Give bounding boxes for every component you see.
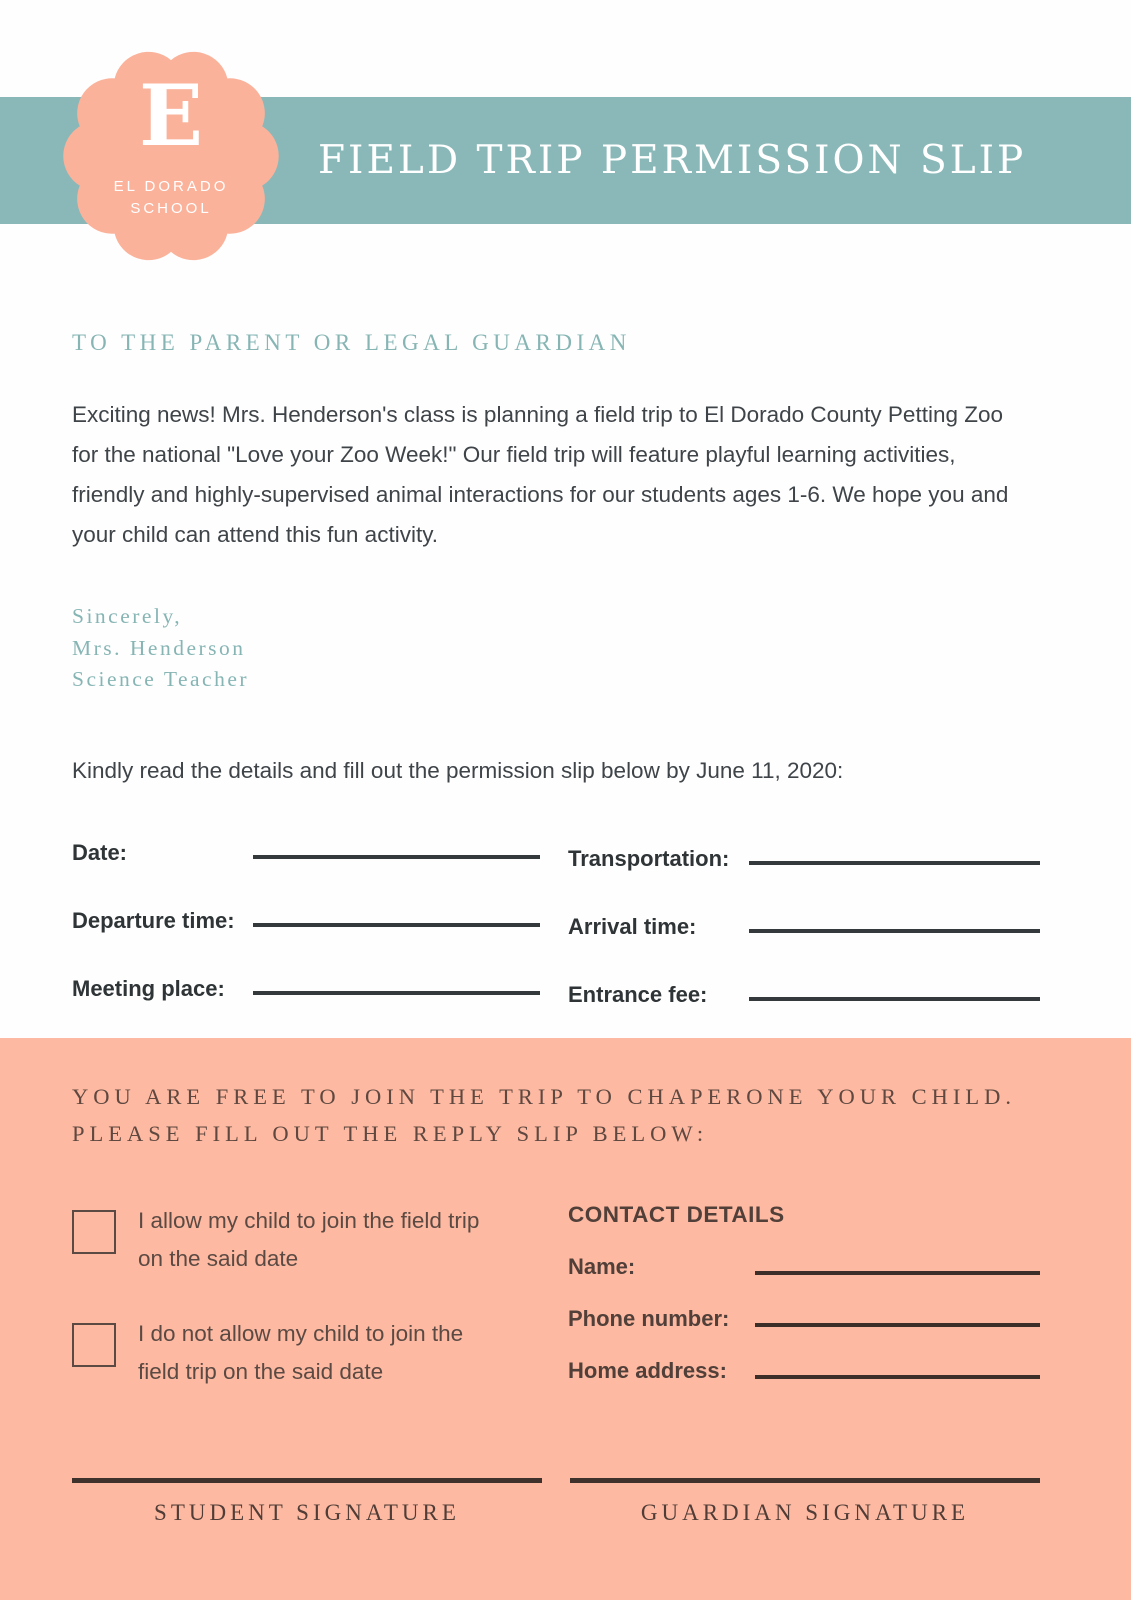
entrance-fee-blank-line[interactable] (749, 997, 1040, 1001)
reply-heading-line1: YOU ARE FREE TO JOIN THE TRIP TO CHAPERONE YOUR CHILD. (72, 1084, 1017, 1109)
school-logo-badge (62, 47, 280, 265)
entrance-fee-label: Entrance fee: (568, 981, 708, 1007)
not-allow-option-label: I do not allow my child to join the field trip on the said date (138, 1321, 464, 1384)
arrival-time-label: Arrival time: (568, 913, 697, 939)
option-allow (72, 1202, 568, 1278)
letter-section (0, 224, 1131, 1038)
transportation-blank-line[interactable] (749, 861, 1040, 865)
departure-time-blank-line[interactable] (253, 923, 540, 927)
not-allow-checkbox[interactable] (72, 1323, 116, 1367)
home-address-label: Home address: (568, 1358, 727, 1383)
field-row-arrival-time (568, 912, 1040, 940)
phone-number-label: Phone number: (568, 1306, 730, 1331)
allow-option-label: I allow my child to join the field trip on the said date (138, 1208, 480, 1271)
instruction-text: Kindly read the details and fill out the permission slip below by June 11, 2020: (72, 757, 844, 783)
home-address-blank-line[interactable] (755, 1375, 1040, 1379)
field-row-transportation (568, 844, 1040, 872)
name-label: Name: (568, 1254, 636, 1279)
badge-content (62, 47, 280, 265)
arrival-time-blank-line[interactable] (749, 929, 1040, 933)
salutation-heading: TO THE PARENT OR LEGAL GUARDIAN (72, 330, 631, 355)
student-signature-block (72, 1478, 542, 1526)
student-signature-label: STUDENT SIGNATURE (154, 1500, 460, 1525)
trip-details-form (72, 838, 1051, 1007)
school-name-line1: EL DORADO (113, 178, 229, 195)
field-row-entrance-fee (568, 980, 1040, 1008)
contact-row-name (568, 1254, 1040, 1280)
phone-number-blank-line[interactable] (755, 1323, 1040, 1327)
closing-line: Mrs. Henderson (72, 635, 246, 660)
contact-row-address (568, 1358, 1040, 1384)
school-initial: E (138, 66, 204, 165)
field-row-date (72, 838, 540, 866)
field-row-meeting-place (72, 974, 540, 1002)
closing-line: Sincerely, (72, 604, 183, 628)
letter-body: Exciting news! Mrs. Henderson's class is planning a field trip to El Dorado County Petting Zoo for the national "Love your Zoo Week!" Our field trip will feature playful learning activities, friendly and highly-supervised animal interactions for our students ages 1-6. We hope you and your child can attend this fun activity. (72, 402, 1009, 547)
page-title: FIELD TRIP PERMISSION SLIP (318, 138, 1027, 183)
student-signature-line[interactable] (72, 1478, 542, 1483)
reply-slip-section (0, 1038, 1131, 1600)
name-blank-line[interactable] (755, 1271, 1040, 1275)
allow-checkbox[interactable] (72, 1210, 116, 1254)
guardian-signature-line[interactable] (570, 1478, 1040, 1483)
date-label: Date: (72, 839, 128, 865)
letter-closing (72, 601, 1051, 696)
transportation-label: Transportation: (568, 845, 730, 871)
reply-slip-body (72, 1202, 1040, 1428)
contact-details (568, 1202, 1040, 1428)
contact-row-phone (568, 1306, 1040, 1332)
reply-heading-line2: PLEASE FILL OUT THE REPLY SLIP BELOW: (72, 1121, 709, 1146)
field-row-departure-time (72, 906, 540, 934)
meeting-place-label: Meeting place: (72, 975, 225, 1001)
header (0, 0, 1131, 224)
guardian-signature-label: GUARDIAN SIGNATURE (640, 1500, 970, 1525)
school-name-line2: SCHOOL (130, 200, 212, 217)
contact-details-heading: CONTACT DETAILS (568, 1202, 785, 1227)
closing-line: Science Teacher (72, 667, 250, 691)
reply-slip-heading (72, 1078, 1040, 1152)
option-not-allow (72, 1315, 568, 1391)
meeting-place-blank-line[interactable] (253, 991, 540, 995)
consent-options (72, 1202, 568, 1428)
signature-area (72, 1478, 1040, 1526)
guardian-signature-block (570, 1478, 1040, 1526)
departure-time-label: Departure time: (72, 907, 235, 933)
date-blank-line[interactable] (253, 855, 540, 859)
